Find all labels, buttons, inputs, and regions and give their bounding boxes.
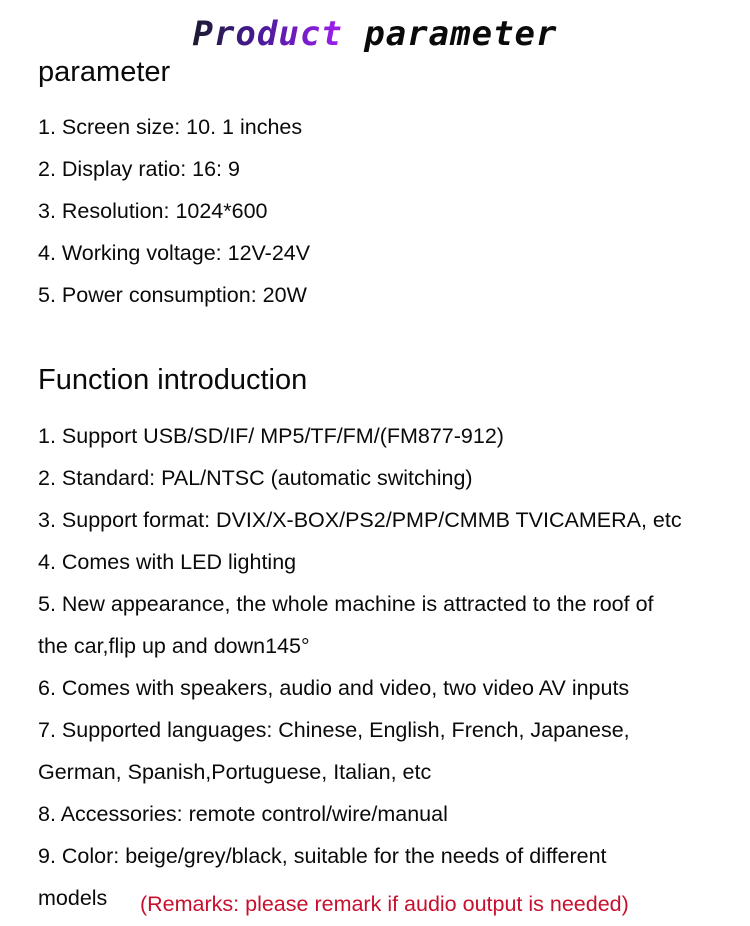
function-line: 1. Support USB/SD/IF/ MP5/TF/FM/(FM877-912) — [38, 424, 504, 448]
function-line: German, Spanish,Portuguese, Italian, etc — [38, 760, 432, 784]
function-heading: Function introduction — [38, 364, 308, 396]
function-line: 6. Comes with speakers, audio and video, two video AV inputs — [38, 676, 630, 700]
function-line: 5. New appearance, the whole machine is attracted to the roof of — [38, 592, 654, 616]
page-title — [0, 14, 750, 54]
function-line: models — [38, 886, 108, 910]
function-line: 2. Standard: PAL/NTSC (automatic switching) — [38, 466, 473, 490]
remark-note: (Remarks: please remark if audio output is needed) — [140, 892, 629, 916]
parameter-item-resolution: 3. Resolution: 1024*600 — [38, 199, 268, 223]
function-line: 9. Color: beige/grey/black, suitable for the needs of different — [38, 844, 607, 868]
parameter-item-working-voltage: 4. Working voltage: 12V-24V — [38, 241, 311, 265]
parameter-item-screen-size: 1. Screen size: 10. 1 inches — [38, 115, 303, 139]
function-list — [38, 415, 682, 919]
parameter-item-display-ratio: 2. Display ratio: 16: 9 — [38, 157, 240, 181]
page-title-product: Product — [192, 14, 343, 54]
parameter-list — [38, 106, 310, 316]
function-line: 8. Accessories: remote control/wire/manual — [38, 802, 448, 826]
parameter-item-power-consumption: 5. Power consumption: 20W — [38, 283, 307, 307]
function-line: 7. Supported languages: Chinese, English, French, Japanese, — [38, 718, 630, 742]
function-line: 4. Comes with LED lighting — [38, 550, 297, 574]
parameter-heading: parameter — [38, 56, 171, 88]
page-title-parameter: parameter — [364, 14, 558, 54]
function-line: 3. Support format: DVIX/X-BOX/PS2/PMP/CMMB TVICAMERA, etc — [38, 508, 682, 532]
function-line: the car,flip up and down145° — [38, 634, 310, 658]
